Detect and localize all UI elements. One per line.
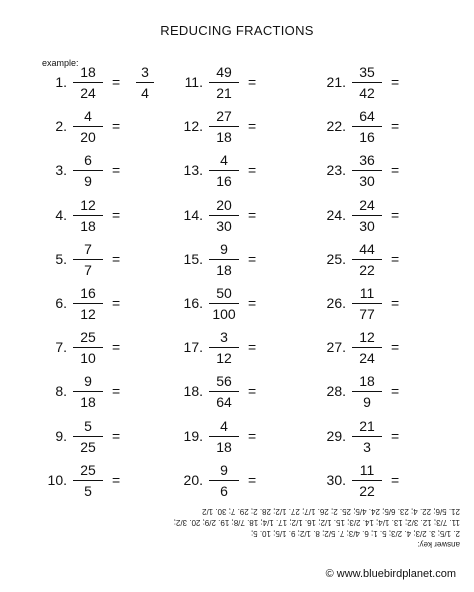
problem-number: 17.: [183, 339, 203, 356]
denominator: 100: [212, 306, 236, 322]
denominator: 6: [220, 482, 228, 499]
example-answer-numerator: 3: [141, 64, 149, 80]
problem-number: 26.: [326, 295, 346, 311]
problem-item: [40, 327, 180, 367]
problem-number: 1.: [55, 74, 67, 90]
fraction: [71, 63, 105, 102]
equals-sign: =: [391, 74, 400, 90]
problem-number: 5.: [55, 250, 67, 267]
equals-sign: =: [248, 118, 257, 135]
denominator: 18: [216, 129, 232, 146]
fraction-bar: [352, 480, 382, 481]
fraction: [350, 461, 384, 500]
equals-sign: =: [391, 250, 400, 267]
problem-number: 15.: [183, 250, 203, 267]
problem-number: 20.: [183, 471, 203, 488]
denominator: 9: [84, 173, 92, 190]
fraction: [207, 461, 241, 500]
problem-item: [319, 416, 459, 456]
problem-item: [40, 460, 180, 500]
fraction: [207, 151, 241, 190]
numerator: 25: [80, 461, 96, 478]
fraction-bar: [209, 126, 239, 127]
fraction: [207, 417, 241, 456]
fraction: [350, 372, 384, 411]
numerator: 4: [220, 152, 228, 169]
problem-item: [319, 62, 459, 102]
fraction: [350, 417, 384, 456]
problem-number: 27.: [326, 339, 346, 356]
denominator: 18: [216, 261, 232, 278]
denominator: 30: [216, 217, 232, 234]
fraction-bar: [352, 436, 382, 437]
answer-key-line-2: 11. 7/3; 12. 3/2; 13. 1/4; 14. 2/3; 15. 1/2; 16. 1/2; 17. 1/4; 18. 7/8; 19. 2/9; 20. 3/2;: [173, 518, 460, 527]
numerator: 12: [80, 196, 96, 213]
problem-item: [40, 195, 180, 235]
numerator: 18: [80, 64, 96, 80]
answer-key-upside-down: [48, 506, 460, 550]
numerator: 49: [216, 64, 232, 80]
problem-item: [40, 150, 180, 190]
equals-sign: =: [391, 295, 400, 311]
denominator: 18: [80, 217, 96, 234]
problem-item: [40, 62, 180, 102]
equals-sign: =: [391, 162, 400, 179]
equals-sign: =: [391, 383, 400, 400]
fraction: [71, 372, 105, 411]
problem-number: 18.: [183, 383, 203, 400]
problem-number: 6.: [55, 295, 67, 311]
fraction-bar: [73, 436, 103, 437]
fraction: [350, 151, 384, 190]
denominator: 20: [80, 129, 96, 146]
numerator: 27: [216, 108, 232, 125]
equals-sign: =: [112, 206, 121, 223]
problem-item: [176, 327, 316, 367]
denominator: 12: [80, 306, 96, 322]
denominator: 16: [216, 173, 232, 190]
numerator: 4: [84, 108, 92, 125]
denominator: 30: [359, 173, 375, 190]
fraction-bar: [209, 259, 239, 260]
problem-item: [319, 150, 459, 190]
fraction-bar: [73, 126, 103, 127]
denominator: 3: [363, 438, 371, 455]
denominator: 5: [84, 482, 92, 499]
denominator: 64: [216, 394, 232, 411]
numerator: 35: [359, 64, 375, 80]
problem-number: 25.: [326, 250, 346, 267]
problem-number: 21.: [326, 74, 346, 90]
equals-sign: =: [248, 383, 257, 400]
fraction: [207, 196, 241, 235]
problem-number: 7.: [55, 339, 67, 356]
fraction-bar: [73, 215, 103, 216]
denominator: 30: [359, 217, 375, 234]
fraction-bar: [209, 82, 239, 83]
fraction-bar: [209, 170, 239, 171]
fraction: [71, 417, 105, 456]
problem-number: 24.: [326, 206, 346, 223]
fraction-bar: [209, 215, 239, 216]
fraction: [350, 240, 384, 279]
fraction-bar: [209, 436, 239, 437]
denominator: 25: [80, 438, 96, 455]
problem-item: [319, 239, 459, 279]
problem-number: 10.: [47, 471, 67, 488]
denominator: 10: [80, 350, 96, 367]
fraction: [71, 107, 105, 146]
numerator: 9: [220, 240, 228, 257]
numerator: 64: [359, 108, 375, 125]
fraction: [350, 284, 384, 323]
answer-key-label: answer key:: [417, 540, 460, 549]
problem-number: 22.: [326, 118, 346, 135]
problem-item: [40, 283, 180, 323]
problem-item: [319, 283, 459, 323]
equals-sign: =: [391, 118, 400, 135]
problem-item: [319, 106, 459, 146]
problem-number: 13.: [183, 162, 203, 179]
fraction-bar: [73, 391, 103, 392]
problem-number: 14.: [183, 206, 203, 223]
fraction-bar: [73, 347, 103, 348]
numerator: 21: [359, 417, 375, 434]
numerator: 11: [359, 461, 375, 478]
problem-item: [40, 239, 180, 279]
denominator: 18: [80, 394, 96, 411]
numerator: 16: [80, 285, 96, 301]
equals-sign: =: [112, 250, 121, 267]
fraction-bar: [352, 82, 382, 83]
numerator: 6: [84, 152, 92, 169]
problem-item: [176, 150, 316, 190]
equals-sign: =: [112, 74, 121, 90]
equals-sign: =: [248, 427, 257, 444]
equals-sign: =: [248, 162, 257, 179]
denominator: 12: [216, 350, 232, 367]
problem-item: [176, 371, 316, 411]
problem-item: [319, 327, 459, 367]
fraction: [71, 196, 105, 235]
equals-sign: =: [248, 295, 257, 311]
equals-sign: =: [391, 471, 400, 488]
fraction: [350, 107, 384, 146]
problem-item: [319, 195, 459, 235]
fraction-bar: [73, 170, 103, 171]
numerator: 11: [359, 285, 375, 301]
example-answer-denominator: 4: [141, 85, 149, 101]
denominator: 22: [359, 482, 375, 499]
fraction-bar: [352, 259, 382, 260]
fraction-bar: [352, 170, 382, 171]
problem-item: [176, 416, 316, 456]
problem-item: [176, 283, 316, 323]
numerator: 36: [359, 152, 375, 169]
fraction-bar: [73, 259, 103, 260]
denominator: 77: [359, 306, 375, 322]
problem-number: 11.: [184, 74, 203, 90]
numerator: 12: [359, 329, 375, 346]
equals-sign: =: [391, 206, 400, 223]
problem-number: 8.: [55, 383, 67, 400]
fraction: [71, 328, 105, 367]
answer-key-line-1: 2. 1/5; 3. 2/3; 4. 2/3; 5. 1; 6. 4/3; 7. 5/2; 8. 1/2; 9. 1/5; 10. 5;: [250, 529, 460, 538]
numerator: 20: [216, 196, 232, 213]
denominator: 7: [84, 261, 92, 278]
problem-number: 29.: [326, 427, 346, 444]
page-title: REDUCING FRACTIONS: [160, 23, 314, 38]
equals-sign: =: [248, 74, 257, 90]
equals-sign: =: [112, 162, 121, 179]
fraction-bar: [352, 391, 382, 392]
denominator: 16: [359, 129, 375, 146]
equals-sign: =: [112, 118, 121, 135]
denominator: 21: [216, 85, 232, 101]
fraction: [207, 107, 241, 146]
equals-sign: =: [248, 206, 257, 223]
fraction: [207, 372, 241, 411]
equals-sign: =: [112, 295, 121, 311]
problem-number: 28.: [326, 383, 346, 400]
fraction-bar: [209, 303, 239, 304]
fraction-bar: [73, 480, 103, 481]
example-answer: [132, 63, 158, 102]
fraction: [350, 196, 384, 235]
fraction: [71, 151, 105, 190]
numerator: 25: [80, 329, 96, 346]
numerator: 56: [216, 373, 232, 390]
denominator: 18: [216, 438, 232, 455]
problem-item: [176, 195, 316, 235]
fraction-bar: [352, 126, 382, 127]
numerator: 24: [359, 196, 375, 213]
fraction: [71, 284, 105, 323]
problem-item: [319, 371, 459, 411]
fraction: [350, 328, 384, 367]
fraction: [71, 240, 105, 279]
numerator: 3: [220, 329, 228, 346]
numerator: 50: [216, 285, 232, 301]
problem-item: [40, 371, 180, 411]
numerator: 44: [359, 240, 375, 257]
answer-key-line-3: 21. 5/6; 22. 4; 23. 6/5; 24. 4/5; 25. 2; 26. 1/7; 27. 1/2; 28. 2; 29. 7; 30. 1/2: [202, 507, 460, 516]
numerator: 18: [359, 373, 375, 390]
equals-sign: =: [248, 471, 257, 488]
fraction: [207, 284, 241, 323]
denominator: 9: [363, 394, 371, 411]
denominator: 42: [359, 85, 375, 101]
denominator: 24: [80, 85, 96, 101]
fraction-bar: [73, 303, 103, 304]
fraction: [207, 328, 241, 367]
problem-number: 2.: [55, 118, 67, 135]
numerator: 9: [220, 461, 228, 478]
numerator: 4: [220, 417, 228, 434]
fraction-bar: [136, 82, 154, 83]
fraction: [350, 63, 384, 102]
problem-item: [176, 62, 316, 102]
problem-number: 30.: [326, 471, 346, 488]
problem-number: 3.: [55, 162, 67, 179]
fraction-bar: [352, 215, 382, 216]
fraction-bar: [209, 391, 239, 392]
example-label: example:: [42, 58, 79, 68]
numerator: 7: [84, 240, 92, 257]
equals-sign: =: [112, 383, 121, 400]
problem-item: [176, 106, 316, 146]
fraction-bar: [352, 303, 382, 304]
equals-sign: =: [248, 339, 257, 356]
numerator: 9: [84, 373, 92, 390]
fraction-bar: [73, 82, 103, 83]
denominator: 24: [359, 350, 375, 367]
fraction: [207, 63, 241, 102]
equals-sign: =: [391, 427, 400, 444]
problem-number: 16.: [183, 295, 203, 311]
equals-sign: =: [112, 427, 121, 444]
problem-number: 9.: [55, 427, 67, 444]
problem-item: [176, 460, 316, 500]
problem-item: [40, 416, 180, 456]
fraction-bar: [352, 347, 382, 348]
problem-item: [40, 106, 180, 146]
equals-sign: =: [112, 471, 121, 488]
equals-sign: =: [248, 250, 257, 267]
problem-number: 4.: [55, 206, 67, 223]
fraction: [71, 461, 105, 500]
fraction-bar: [209, 347, 239, 348]
fraction: [207, 240, 241, 279]
footer-credit: © www.bluebirdplanet.com: [325, 568, 456, 580]
problem-item: [176, 239, 316, 279]
fraction-bar: [209, 480, 239, 481]
problem-number: 23.: [326, 162, 346, 179]
equals-sign: =: [112, 339, 121, 356]
problem-number: 19.: [183, 427, 203, 444]
equals-sign: =: [391, 339, 400, 356]
denominator: 22: [359, 261, 375, 278]
problem-number: 12.: [183, 118, 203, 135]
problem-item: [319, 460, 459, 500]
numerator: 5: [84, 417, 92, 434]
